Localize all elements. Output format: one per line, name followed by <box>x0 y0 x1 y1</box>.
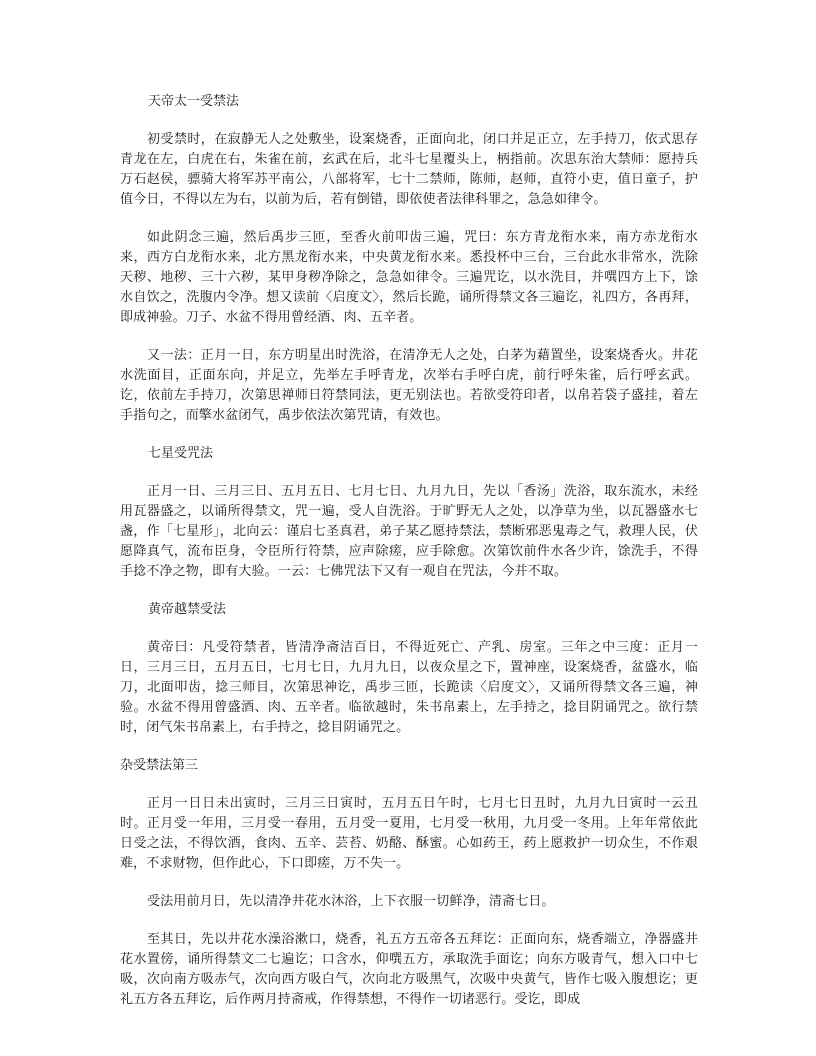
paragraph: 初受禁时，在寂静无人之处敷坐，设案烧香，正面向北，闭口并足正立，左手持刀，依式思存青龙在左，白虎在右，朱雀在前，玄武在后，北斗七星覆头上，柄指前。次思东治大禁师：愿持兵万石赵侯，骠骑大将军苏平南公，八部将军，七十二禁师，陈师，赵师，直符小吏，值日童子，护值今日，不得以左为右，以前为后，若有倒错，即依使者法律科罪之，急急如律令。 <box>120 132 698 207</box>
paragraph: 至其日，先以井花水澡浴漱口，烧香，礼五方五帝各五拜讫：正面向东，烧香端立，净器盛井花水置傍，诵所得禁文二七遍讫；口含水，仰噀五方，承取洗手面讫；向东方吸青气，想入口中七吸，次向南方吸赤气，次向西方吸白气，次向北方吸黑气，次吸中央黄气，皆作七吸入腹想讫；更礼五方各五拜讫，后作两月持斋戒，作得禁想，不得作一切诸恶行。受讫，即成 <box>120 932 698 1007</box>
paragraph: 受法用前月日，先以清净井花水沐浴，上下衣服一切鲜净，清斋七日。 <box>147 894 555 909</box>
paragraph: 又一法：正月一日，东方明星出时洗浴，在清净无人之处，白茅为藉置坐，设案烧香火。井花水洗面目，正面东向，并足立，先举左手呼青龙，次举右手呼白虎，前行呼朱雀，后行呼玄武。讫，依前左手持刀，次第思禅师日符禁同法，更无别法也。若欲受符印者，以帛若袋子盛挂，着左手指句之，而擎水盆闭气，禹步依法次第咒请，有效也。 <box>120 348 698 423</box>
section-title-tiandi-taiyi: 天帝太一受禁法 <box>148 94 240 109</box>
paragraph: 黄帝曰：凡受符禁者，皆清净斋洁百日，不得近死亡、产乳、房室。三年之中三度：正月一日，三月三日，五月五日，七月七日，九月九日，以夜众星之下，置神座，设案烧香，盆盛水，临刀，北面叩齿，捻三师目，次第思神讫，禹步三匝，长跪读〈启度文〉，又诵所得禁文各三遍，神验。水盆不得用曾盛酒、肉、五辛者。临欲越时，朱书帛素上，左手持之，捻目阴诵咒之。欲行禁时，闭气朱书帛素上，右手持之，捻目阴诵咒之。 <box>120 640 698 735</box>
section-title-qixing: 七星受咒法 <box>148 446 214 461</box>
document-page <box>120 92 698 1010</box>
paragraph: 正月一日、三月三日、五月五日、七月七日、九月九日，先以「香汤」洗浴，取东流水，未经用瓦器盛之，以诵所得禁文，咒一遍，受人自洗浴。于旷野无人之处，以净草为坐，以瓦器盛水七盏，作「七星形」，北向云：谨启七圣真君，弟子某乙愿持禁法，禁断邪恶鬼毒之气，救理人民，伏愿降真气，流布臣身，令臣所行符禁，应声除瘥，应手除愈。次第饮前件水各少许，馀洗手，不得手捻不净之物，即有大验。一云：七佛咒法下又有一观自在咒法，今并不取。 <box>120 484 698 579</box>
section-title-huangdi: 黄帝越禁受法 <box>148 602 227 617</box>
paragraph: 如此阴念三遍，然后禹步三匝，至香火前叩齿三遍，咒曰：东方青龙衔水来，南方赤龙衔水来，西方白龙衔水来，北方黑龙衔水来，中央黄龙衔水来。悉投杯中三台，三台此水非常水，洗除天秽、地秽、三十六秽，某甲身秽净除之，急急如律令。三遍咒讫，以水洗目，并噀四方上下，馀水自饮之，洗腹内令净。想又读前〈启度文〉，然后长跪，诵所得禁文各三遍讫，礼四方，各再拜，即成神验。刀子、水盆不得用曾经酒、肉、五辛者。 <box>120 230 698 325</box>
paragraph: 正月一日日未出寅时，三月三日寅时，五月五日午时，七月七日丑时，九月九日寅时一云丑时。正月受一年用，三月受一春用，五月受一夏用，七月受一秋用，九月受一冬用。上年年常依此日受之法，不得饮酒，食肉、五辛、芸苔、奶酪、酥蜜。心如药王，药上愿救护一切众生，不作艰难，不求财物，但作此心，下口即瘥，万不失一。 <box>120 796 698 871</box>
chapter-title-zashou: 杂受禁法第三 <box>120 758 199 773</box>
